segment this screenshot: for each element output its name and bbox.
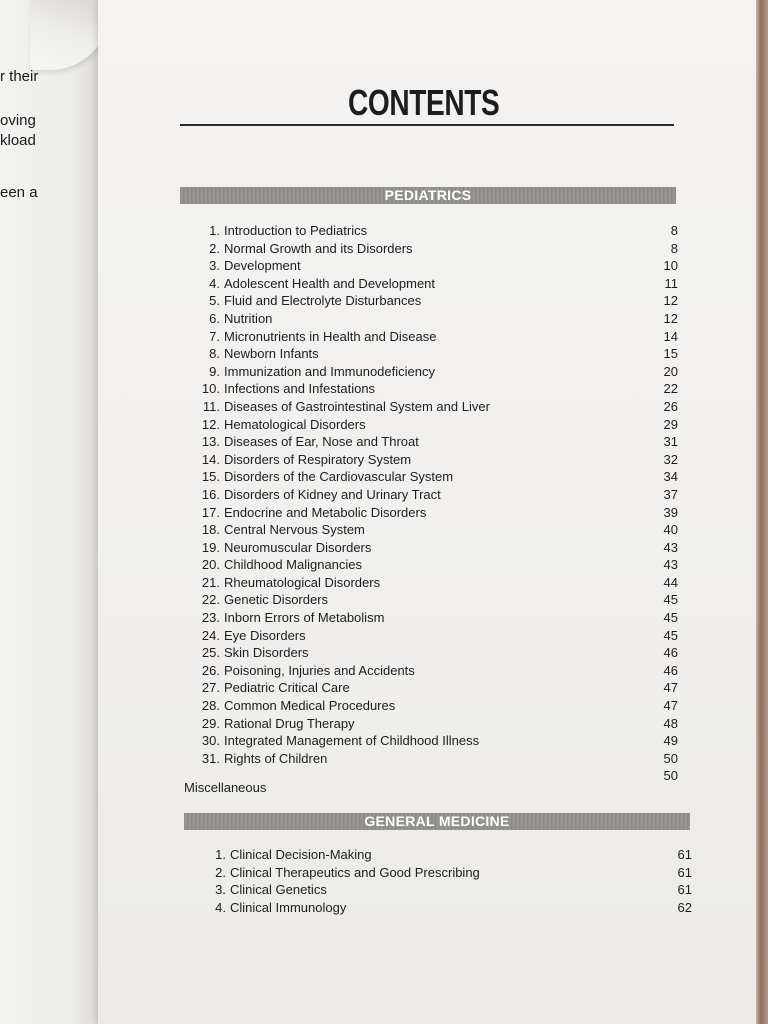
toc-entry[interactable] [198,697,678,715]
toc-entry-title: Rational Drug Therapy [224,715,355,731]
toc-entry-number: 21. [201,574,220,590]
toc-entry-title: Development [224,258,301,274]
toc-entry-number: 14. [201,451,220,467]
toc-entry[interactable] [198,750,678,768]
toc-entry-number: 16. [201,486,220,502]
toc-entry[interactable] [198,310,678,328]
toc-entry-title: Central Nervous System [224,522,365,538]
toc-entry[interactable] [198,715,678,733]
toc-entry-page: 46 [663,645,678,661]
toc-entry-page: 37 [663,486,678,502]
toc-entry-page: 62 [677,899,692,915]
toc-entry-page: 50 [663,768,678,784]
toc-entry[interactable] [198,732,678,750]
toc-entry[interactable] [198,486,678,504]
toc-entry-page: 11 [664,275,678,291]
toc-entry[interactable] [204,881,692,899]
section-header-pediatrics: PEDIATRICS [180,187,676,204]
toc-entry-page: 45 [663,610,678,626]
toc-entry-number: 29. [201,715,220,731]
toc-entry-page: 39 [663,504,678,520]
title-divider [180,124,674,126]
toc-entry-title: Clinical Decision-Making [230,847,372,862]
toc-entry-page: 8 [670,223,678,238]
toc-entry-title: Nutrition [224,310,273,326]
toc-entry-number: 15. [201,469,220,485]
toc-entry-page: 31 [663,434,678,450]
toc-list-pediatrics [198,222,678,785]
toc-entry-page: 29 [663,416,678,432]
toc-entry-page: 47 [663,698,678,714]
toc-entry-number: 6. [209,310,220,326]
toc-entry[interactable] [198,504,678,522]
toc-entry[interactable] [198,433,678,451]
toc-list-general-medicine [204,846,692,916]
toc-entry[interactable] [198,380,678,398]
adjacent-text: oving [0,112,36,129]
toc-entry-title: Clinical Therapeutics and Good Prescribing [230,864,480,880]
toc-entry-page: 61 [677,882,692,898]
toc-entry[interactable] [198,222,678,240]
toc-entry-title: Rheumatological Disorders [224,574,381,590]
toc-entry-title: Micronutrients in Health and Disease [224,328,437,344]
toc-entry-number: 4. [215,899,226,915]
toc-entry[interactable] [198,451,678,469]
toc-entry[interactable] [198,644,678,662]
toc-entry-number: 10. [201,381,220,397]
toc-entry-page: 12 [663,310,678,326]
toc-entry-page: 12 [663,293,678,309]
toc-entry-number: 3. [215,882,226,898]
toc-entry-page: 20 [663,363,678,379]
toc-entry-title: Immunization and Immunodeficiency [224,363,435,379]
toc-entry-title: Genetic Disorders [224,592,329,608]
toc-entry-number: 22. [201,592,220,608]
toc-entry-number: 30. [201,733,220,749]
page-title: CONTENTS [348,82,500,123]
toc-entry-page: 49 [663,733,678,749]
toc-entry-number: 24. [201,627,220,643]
toc-entry-title: Infections and Infestations [224,381,376,397]
toc-entry-page: 34 [663,469,678,485]
toc-entry[interactable] [204,864,692,882]
toc-entry-title: Hematological Disorders [224,416,366,432]
toc-entry[interactable] [198,275,678,293]
toc-entry-title: Newborn Infants [224,346,319,362]
toc-entry-number: 2. [209,240,220,256]
toc-entry-page: 43 [663,557,678,573]
toc-entry-title: Disorders of Respiratory System [224,451,412,467]
toc-entry-page: 46 [663,662,678,678]
toc-entry-title: Rights of Children [224,750,328,766]
toc-entry-page: 8 [670,240,678,256]
toc-entry-number: 13. [201,434,220,450]
adjacent-text: een a [0,184,38,201]
toc-entry[interactable] [198,240,678,258]
toc-entry-title: Disorders of the Cardiovascular System [224,469,454,485]
toc-entry-number: 20. [201,557,220,573]
toc-entry-page: 47 [663,680,678,696]
toc-entry-page: 14 [663,328,678,344]
toc-entry[interactable] [198,679,678,697]
toc-entry-number: 2. [215,864,226,880]
adjacent-text: r their [0,68,39,85]
adjacent-page [0,0,105,1024]
toc-entry-number: 1. [215,847,226,862]
toc-entry-title: Skin Disorders [224,645,309,661]
toc-entry-page: 22 [663,381,678,397]
toc-entry[interactable] [204,846,692,864]
toc-entry[interactable] [198,363,678,381]
page-edge [756,0,768,1024]
toc-entry-number: 31. [201,750,220,766]
toc-entry-title: Neuromuscular Disorders [224,539,372,555]
toc-entry[interactable] [198,292,678,310]
contents-page [98,0,758,1024]
toc-entry[interactable] [198,328,678,346]
toc-entry-page: 45 [663,627,678,643]
toc-entry[interactable] [198,345,678,363]
toc-entry-number: 1. [209,223,220,238]
toc-entry-page: 26 [663,398,678,414]
toc-entry-page: 50 [663,750,678,766]
toc-entry-number: 3. [209,258,220,274]
toc-entry-title: Clinical Immunology [230,899,347,915]
adjacent-text: kload [0,132,36,149]
toc-entry-page: 48 [663,715,678,731]
toc-entry-title: Introduction to Pediatrics [224,223,368,238]
toc-entry-number: 26. [201,662,220,678]
toc-entry-number: 11. [202,398,220,414]
toc-entry[interactable] [198,609,678,627]
toc-entry-page: 45 [663,592,678,608]
toc-entry-page: 61 [677,847,692,862]
toc-entry-page: 43 [663,539,678,555]
toc-entry-page: 32 [663,451,678,467]
toc-entry[interactable] [198,468,678,486]
toc-entry-number: 4. [209,275,220,291]
toc-entry-number: 8. [209,346,220,362]
toc-entry[interactable] [198,574,678,592]
toc-entry-miscellaneous-page-row [198,767,678,785]
toc-entry-number: 18. [201,522,220,538]
toc-entry-number: 28. [201,698,220,714]
toc-entry[interactable] [198,257,678,275]
toc-entry[interactable] [198,539,678,557]
toc-entry-title: Childhood Malignancies [224,557,363,573]
toc-entry-page: 61 [677,864,692,880]
toc-entry-number: 12. [201,416,220,432]
toc-entry-number: 9. [209,363,220,379]
toc-entry[interactable] [198,416,678,434]
toc-entry-title: Pediatric Critical Care [224,680,350,696]
toc-entry[interactable] [198,556,678,574]
toc-entry-title: Diseases of Gastrointestinal System and Liver [224,398,490,414]
toc-entry-page: 10 [663,258,678,274]
toc-entry[interactable] [204,899,692,917]
toc-entry-page: 44 [663,574,678,590]
toc-entry-number: 19. [201,539,220,555]
toc-entry[interactable] [198,627,678,645]
toc-entry-title: Eye Disorders [224,627,306,643]
toc-entry-page: 15 [663,346,678,362]
toc-entry[interactable] [198,662,678,680]
toc-entry-number: 27. [201,680,220,696]
toc-entry-title: Disorders of Kidney and Urinary Tract [224,486,441,502]
toc-entry-title: Endocrine and Metabolic Disorders [224,504,427,520]
toc-entry-miscellaneous[interactable]: Miscellaneous [184,780,267,795]
toc-entry-number: 5. [209,293,220,309]
toc-entry-number: 17. [201,504,220,520]
toc-entry[interactable] [198,591,678,609]
page-curl [30,0,105,70]
toc-entry-title: Clinical Genetics [230,882,327,898]
toc-entry-page: 40 [663,522,678,538]
toc-entry-title: Integrated Management of Childhood Illness [224,733,480,749]
toc-entry-title: Inborn Errors of Metabolism [224,610,385,626]
toc-entry-title: Diseases of Ear, Nose and Throat [224,434,419,450]
toc-entry[interactable] [198,521,678,539]
section-header-general-medicine: GENERAL MEDICINE [184,813,690,830]
toc-entry-title: Adolescent Health and Development [224,275,436,291]
toc-entry-number: 25. [201,645,220,661]
toc-entry-title: Common Medical Procedures [224,698,396,714]
toc-entry-title: Fluid and Electrolyte Disturbances [224,293,422,309]
toc-entry-title: Poisoning, Injuries and Accidents [224,662,415,678]
toc-entry-title: Normal Growth and its Disorders [224,240,413,256]
toc-entry[interactable] [198,398,678,416]
toc-entry-number: 7. [209,328,220,344]
toc-entry-number: 23. [201,610,220,626]
